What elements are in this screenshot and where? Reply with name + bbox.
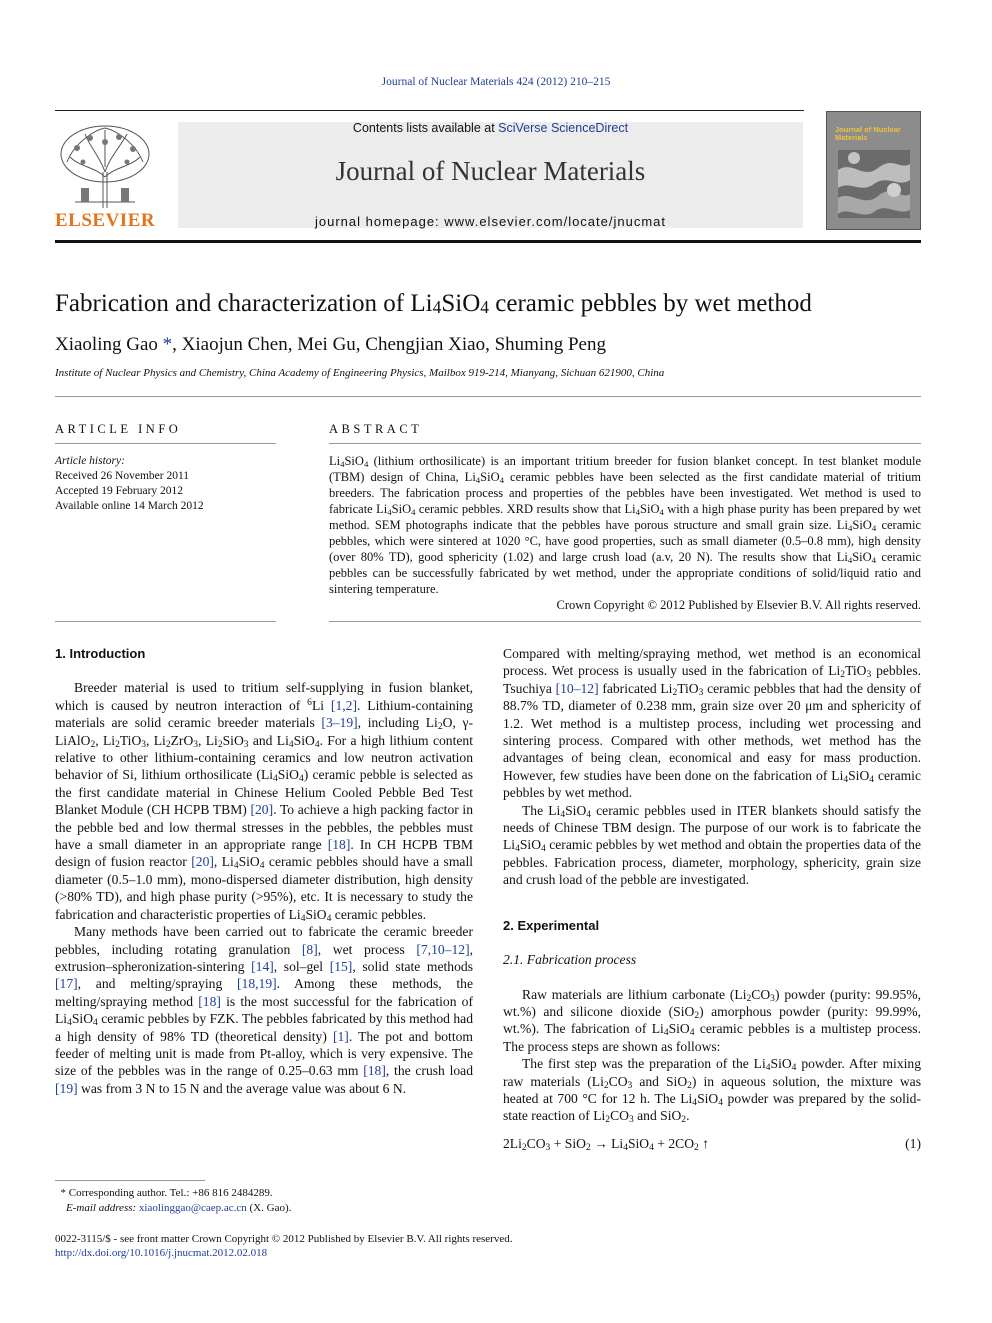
intro-paragraph-2: Many methods have been carried out to fabricate the ceramic breeder pebbles, including rotating granulation [8], wet process [7,10–12], extrusion–spheronization-sintering [14], sol–gel [15], solid state methods [17], and melting/spraying [18,19]. Among these methods, the melting/spraying method [18] is the most successful for the fabrication of $Li_4SiO_4$ ceramic pebbles by FZK. The pebbles fabricated by this method had a high density of 98% TD (theoretical density) [1]. The pot and bottom feeder of melting unit is made from Pt-alloy, which is very expensive. The size of the pebbles was in the range of 0.25–0.63 mm [18], the crush load [19] was from 3 N to 15 N and the average value was about 6 N. xyxy=(55,924,474,1096)
abstract-rule-bottom xyxy=(329,621,921,622)
section-2-1-heading: 2.1. Fabrication process xyxy=(503,952,637,968)
abstract-text: $Li_4SiO_4$ (lithium orthosilicate) is an important tritium breeder for fusion blanket concept. In test blanket module (TBM) design of China, $Li_4SiO_4$ ceramic pebbles have been selected as the first candidate material of tritium breeders. The fabrication process and properties of the pebbles have been investigated. Wet method is used to fabricate $Li_4SiO_4$ ceramic pebbles. XRD results show that $Li_4SiO_4$ with a high phase purity has been prepared by wet method. SEM photographs indicate that the pebbles have porous structure and small grain size. $Li_4SiO_4$ ceramic pebbles, which were sintered at 1020 °C, have good properties, such as small diameter (0.5–0.8 mm), high density (over 80% TD), good sphericity (1.02) and large crush load (a.v, 20 N). The results show that $Li_4SiO_4$ ceramic pebbles can be successfully fabricated by wet method, under the appropriate conditions of solid/liquid ratio and sintering temperature. xyxy=(329,454,922,596)
article-authors: Xiaoling Gao *, Xiaojun Chen, Mei Gu, Chengjian Xiao, Shuming Peng xyxy=(55,334,606,355)
journal-homepage[interactable]: journal homepage: www.elsevier.com/locate/jnucmat xyxy=(314,214,667,229)
history-online: Available online 14 March 2012 xyxy=(55,500,204,512)
article-history xyxy=(55,454,276,514)
header-rule xyxy=(55,110,804,111)
journal-reference[interactable]: Journal of Nuclear Materials 424 (2012) 210–215 xyxy=(381,76,611,88)
equation-number: (1) xyxy=(905,1135,921,1151)
front-matter-rule xyxy=(55,396,921,397)
abstract-heading: ABSTRACT xyxy=(329,422,423,436)
elsevier-wordmark: ELSEVIER xyxy=(55,210,156,231)
experimental-paragraph-1: Raw materials are lithium carbonate $(Li_2CO_3)$ powder (purity: 99.95%, wt.%) and silicone dioxide (SiO$_2$) amorphous powder (purity: 99.99%, wt.%). The fabrication of $Li_4SiO_4$ ceramic pebbles is a multistep process. The process steps are shown as follows: xyxy=(503,986,921,1054)
abstract-rule-top xyxy=(329,443,921,444)
body-column-left xyxy=(55,645,473,1097)
equation-body: $2Li_2CO_3 + SiO_2 \to Li_4SiO_4 + 2CO_2$ ↑ xyxy=(503,1135,709,1153)
abstract-body xyxy=(329,453,921,613)
intro-paragraph-3: Compared with melting/spraying method, wet method is an economical process. Wet process is usually used in the fabrication of $Li_2TiO_3$ pebbles. Tsuchiya [10–12] fabricated $Li_2TiO_3$ ceramic pebbles that had the density of 88.7% TD, diameter of 0.238 mm, grain size over 20 μm and sphericity of 1.2. Wet method is a multistep process, including wet processing and sintering process. Compared with other methods, wet method has the advantages of being clean, economical and easy for mass production. However, few studies have been done on the fabrication of $Li_4SiO_4$ ceramic pebbles by wet method. xyxy=(503,646,922,801)
journal-cover-thumbnail[interactable] xyxy=(826,111,921,230)
author-email[interactable]: E-mail address: xiaolinggao@caep.ac.cn (X. Gao). xyxy=(66,1201,292,1214)
experimental-paragraph-2: The first step was the preparation of the $Li_4SiO_4$ powder. After mixing raw materials ($Li_2CO_3$ and SiO$_2$) in aqueous solution, the mixture was heated at 700 °C for 12 h. The $Li_4SiO_4$ powder was prepared by the solid-state reaction of $Li_2CO_3$ and SiO$_2$. xyxy=(503,1056,921,1126)
sciencedirect-link[interactable]: SciVerse ScienceDirect xyxy=(498,121,629,135)
footnote xyxy=(55,1186,473,1215)
journal-title: Journal of Nuclear Materials xyxy=(335,156,646,186)
section-1-heading: 1. Introduction xyxy=(55,646,146,661)
history-label: Article history: xyxy=(55,455,125,467)
body-column-right xyxy=(503,645,921,1152)
issn-line: 0022-3115/$ - see front matter Crown Copyright © 2012 Published by Elsevier B.V. All rights reserved. xyxy=(55,1233,513,1245)
doi-link[interactable]: http://dx.doi.org/10.1016/j.jnucmat.2012.02.018 xyxy=(55,1247,268,1259)
abstract-copyright: Crown Copyright © 2012 Published by Elsevier B.V. All rights reserved. xyxy=(556,598,921,612)
equation-1 xyxy=(503,1135,921,1152)
corresponding-author: * Corresponding author. Tel.: +86 816 2484289. xyxy=(55,1187,273,1199)
history-accepted: Accepted 19 February 2012 xyxy=(55,485,184,497)
affiliation: Institute of Nuclear Physics and Chemistry, China Academy of Engineering Physics, Mailbox 919-214, Mianyang, Sichuan 621900, China xyxy=(55,367,665,379)
header-thick-rule xyxy=(55,240,921,243)
contents-prefix: Contents lists available at xyxy=(352,121,499,135)
cover-title: Journal of Nuclear Materials xyxy=(835,125,901,142)
article-info-heading: ARTICLE INFO xyxy=(55,422,182,436)
article-title: Fabrication and characterization of $Li_4SiO_4$ ceramic pebbles by wet method xyxy=(55,290,812,317)
intro-paragraph-4: The $Li_4SiO_4$ ceramic pebbles used in ITER blankets should satisfy the needs of Chinese TBM design. The purpose of our work is to fabricate the $Li_4SiO_4$ ceramic pebbles by wet method and obtain the properties data of the pebbles. Fabrication process, diameter, morphology, sphericity, grain size and crush load of the pebble are investigated. xyxy=(503,802,921,888)
footnote-rule xyxy=(55,1180,205,1181)
section-2-heading: 2. Experimental xyxy=(503,917,600,933)
contents-line xyxy=(178,121,803,135)
cover-image xyxy=(838,150,910,218)
history-received: Received 26 November 2011 xyxy=(55,470,190,482)
page-footer xyxy=(55,1232,755,1260)
article-info-rule-top xyxy=(55,443,276,444)
article-info-rule-bottom xyxy=(55,621,276,622)
intro-paragraph-1: Breeder material is used to tritium self-supplying in fusion blanket, which is caused by neutron interaction of $^6$Li [1,2]. Lithium-containing materials are solid ceramic breeder materials [3–19], including $Li_2O$, γ-LiAlO$_2$, $Li_2TiO_3$, $Li_2ZrO_3$, $Li_2SiO_3$ and $Li_4SiO_4$. For a high lithium content relative to other lithium-containing ceramics and low neutron activation behavior of Si, lithium orthosilicate $(Li_4SiO_4)$ ceramic pebble is selected as the first candidate material in Chinese Helium Cooled Pebble Bed Test Blanket Module (CH HCPB TBM) [20]. To achieve a high packing factor in the pebble bed and low thermal stresses in the pebbles, the pebbles must have a small diameter in an appropriate range [18]. In CH HCPB TBM design of fusion reactor [20], $Li_4SiO_4$ ceramic pebbles should have a small diameter (0.5–1.0 mm), mono-dispersed diameter distribution, high density (>80% TD), and high phase purity (>95%), etc. It is necessary to study the fabrication and characteristic properties of $Li_4SiO_4$ ceramic pebbles. xyxy=(55,680,474,924)
